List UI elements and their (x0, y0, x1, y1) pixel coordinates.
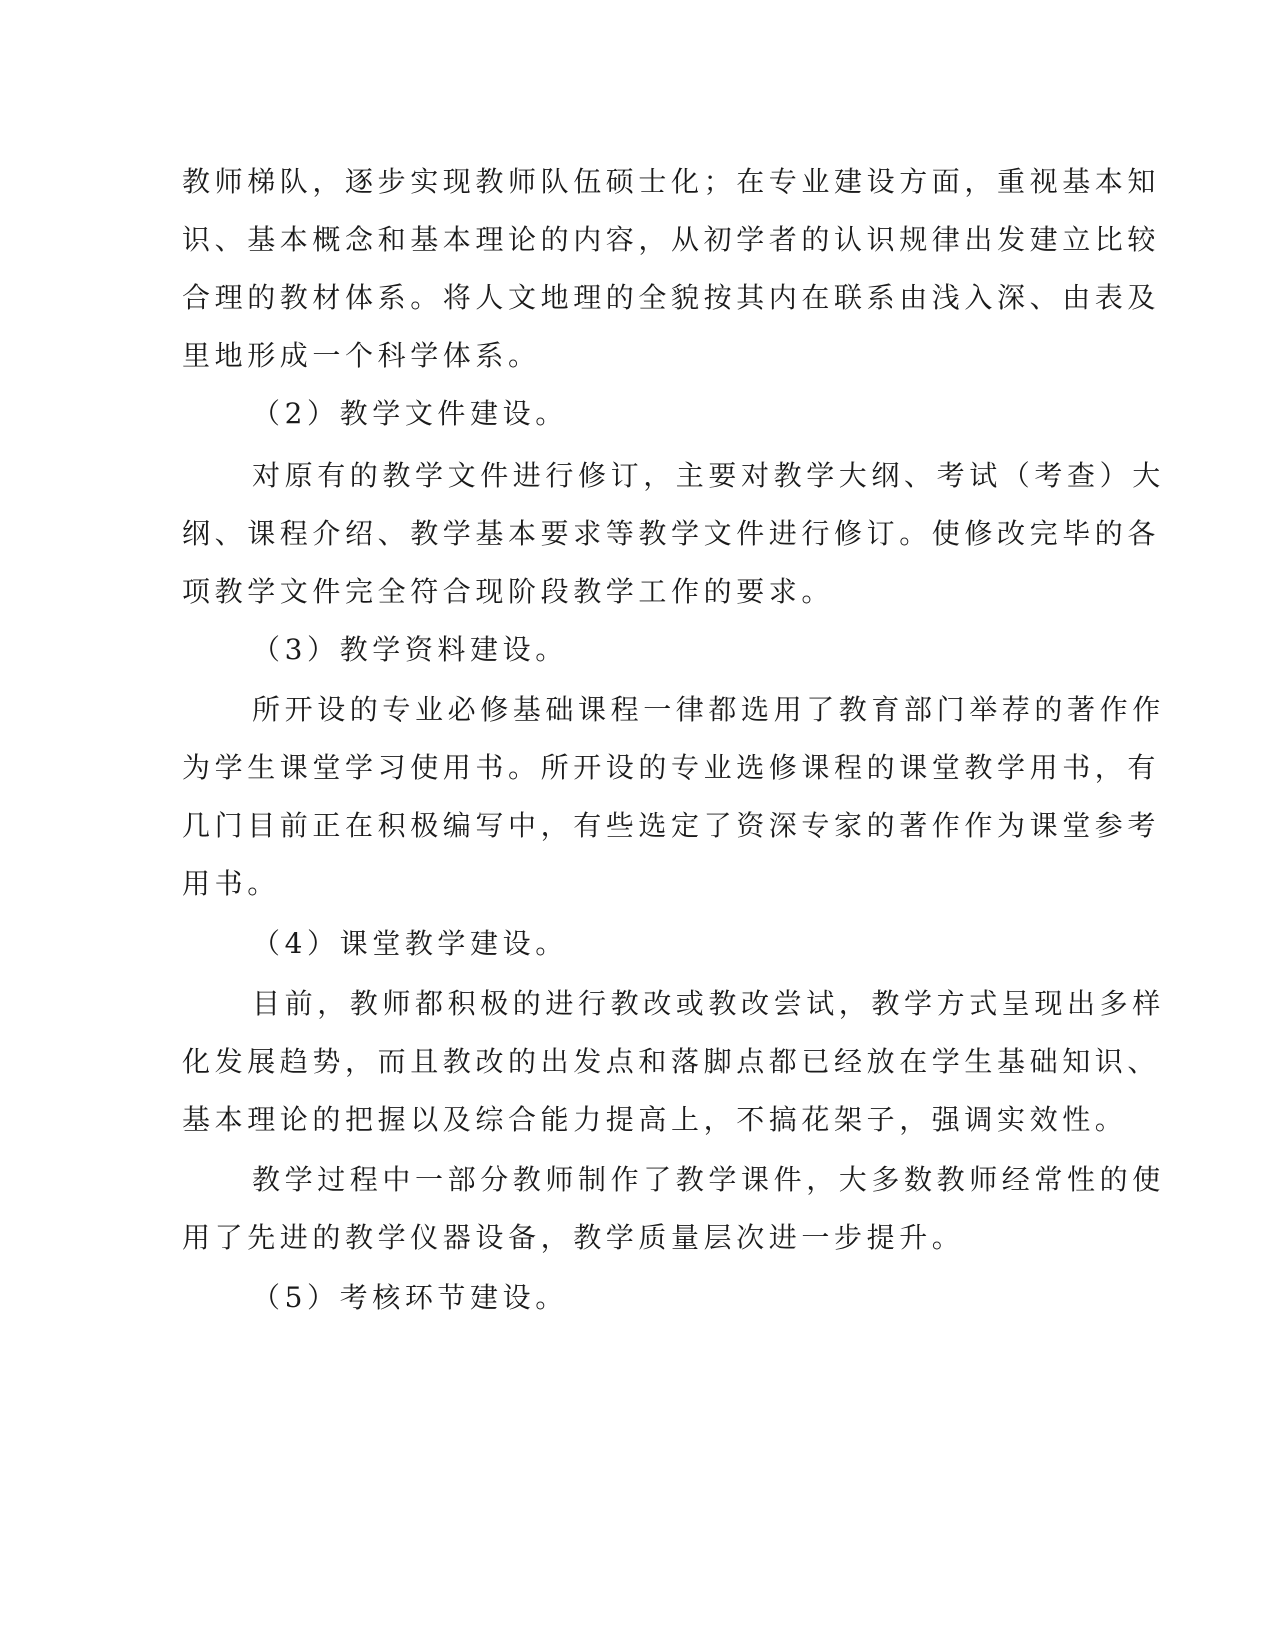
paragraph-line: 项教学文件完全符合现阶段教学工作的要求。 (182, 575, 835, 608)
paragraph-line: 合理的教材体系。将人文地理的全貌按其内在联系由浅入深、由表及 (182, 281, 1161, 314)
paragraph-line: 为学生课堂学习使用书。所开设的专业选修课程的课堂教学用书，有 (182, 751, 1161, 784)
paragraph-line: 教学过程中一部分教师制作了教学课件，大多数教师经常性的使 (252, 1163, 1165, 1196)
paragraph-line: 所开设的专业必修基础课程一律都选用了教育部门举荐的著作作 (252, 693, 1165, 726)
paragraph-line: 识、基本概念和基本理论的内容，从初学者的认识规律出发建立比较 (182, 223, 1161, 256)
paragraph-line: 对原有的教学文件进行修订，主要对教学大纲、考试（考查）大 (252, 459, 1165, 492)
paragraph-line: 纲、课程介绍、教学基本要求等教学文件进行修订。使修改完毕的各 (182, 517, 1161, 550)
section-heading: （3）教学资料建设。 (252, 633, 568, 666)
paragraph-line: 教师梯队，逐步实现教师队伍硕士化；在专业建设方面，重视基本知 (182, 165, 1161, 198)
paragraph-line: 化发展趋势，而且教改的出发点和落脚点都已经放在学生基础知识、 (182, 1045, 1161, 1078)
paragraph-line: 用书。 (182, 867, 280, 900)
paragraph-line: 几门目前正在积极编写中，有些选定了资深专家的著作作为课堂参考 (182, 809, 1161, 842)
section-heading: （5）考核环节建设。 (252, 1281, 568, 1314)
paragraph-line: 基本理论的把握以及综合能力提高上，不搞花架子，强调实效性。 (182, 1103, 1128, 1136)
section-heading: （2）教学文件建设。 (252, 397, 568, 430)
paragraph-line: 目前，教师都积极的进行教改或教改尝试，教学方式呈现出多样 (252, 987, 1165, 1020)
paragraph-line: 用了先进的教学仪器设备，教学质量层次进一步提升。 (182, 1221, 965, 1254)
section-heading: （4）课堂教学建设。 (252, 927, 568, 960)
paragraph-line: 里地形成一个科学体系。 (182, 339, 541, 372)
